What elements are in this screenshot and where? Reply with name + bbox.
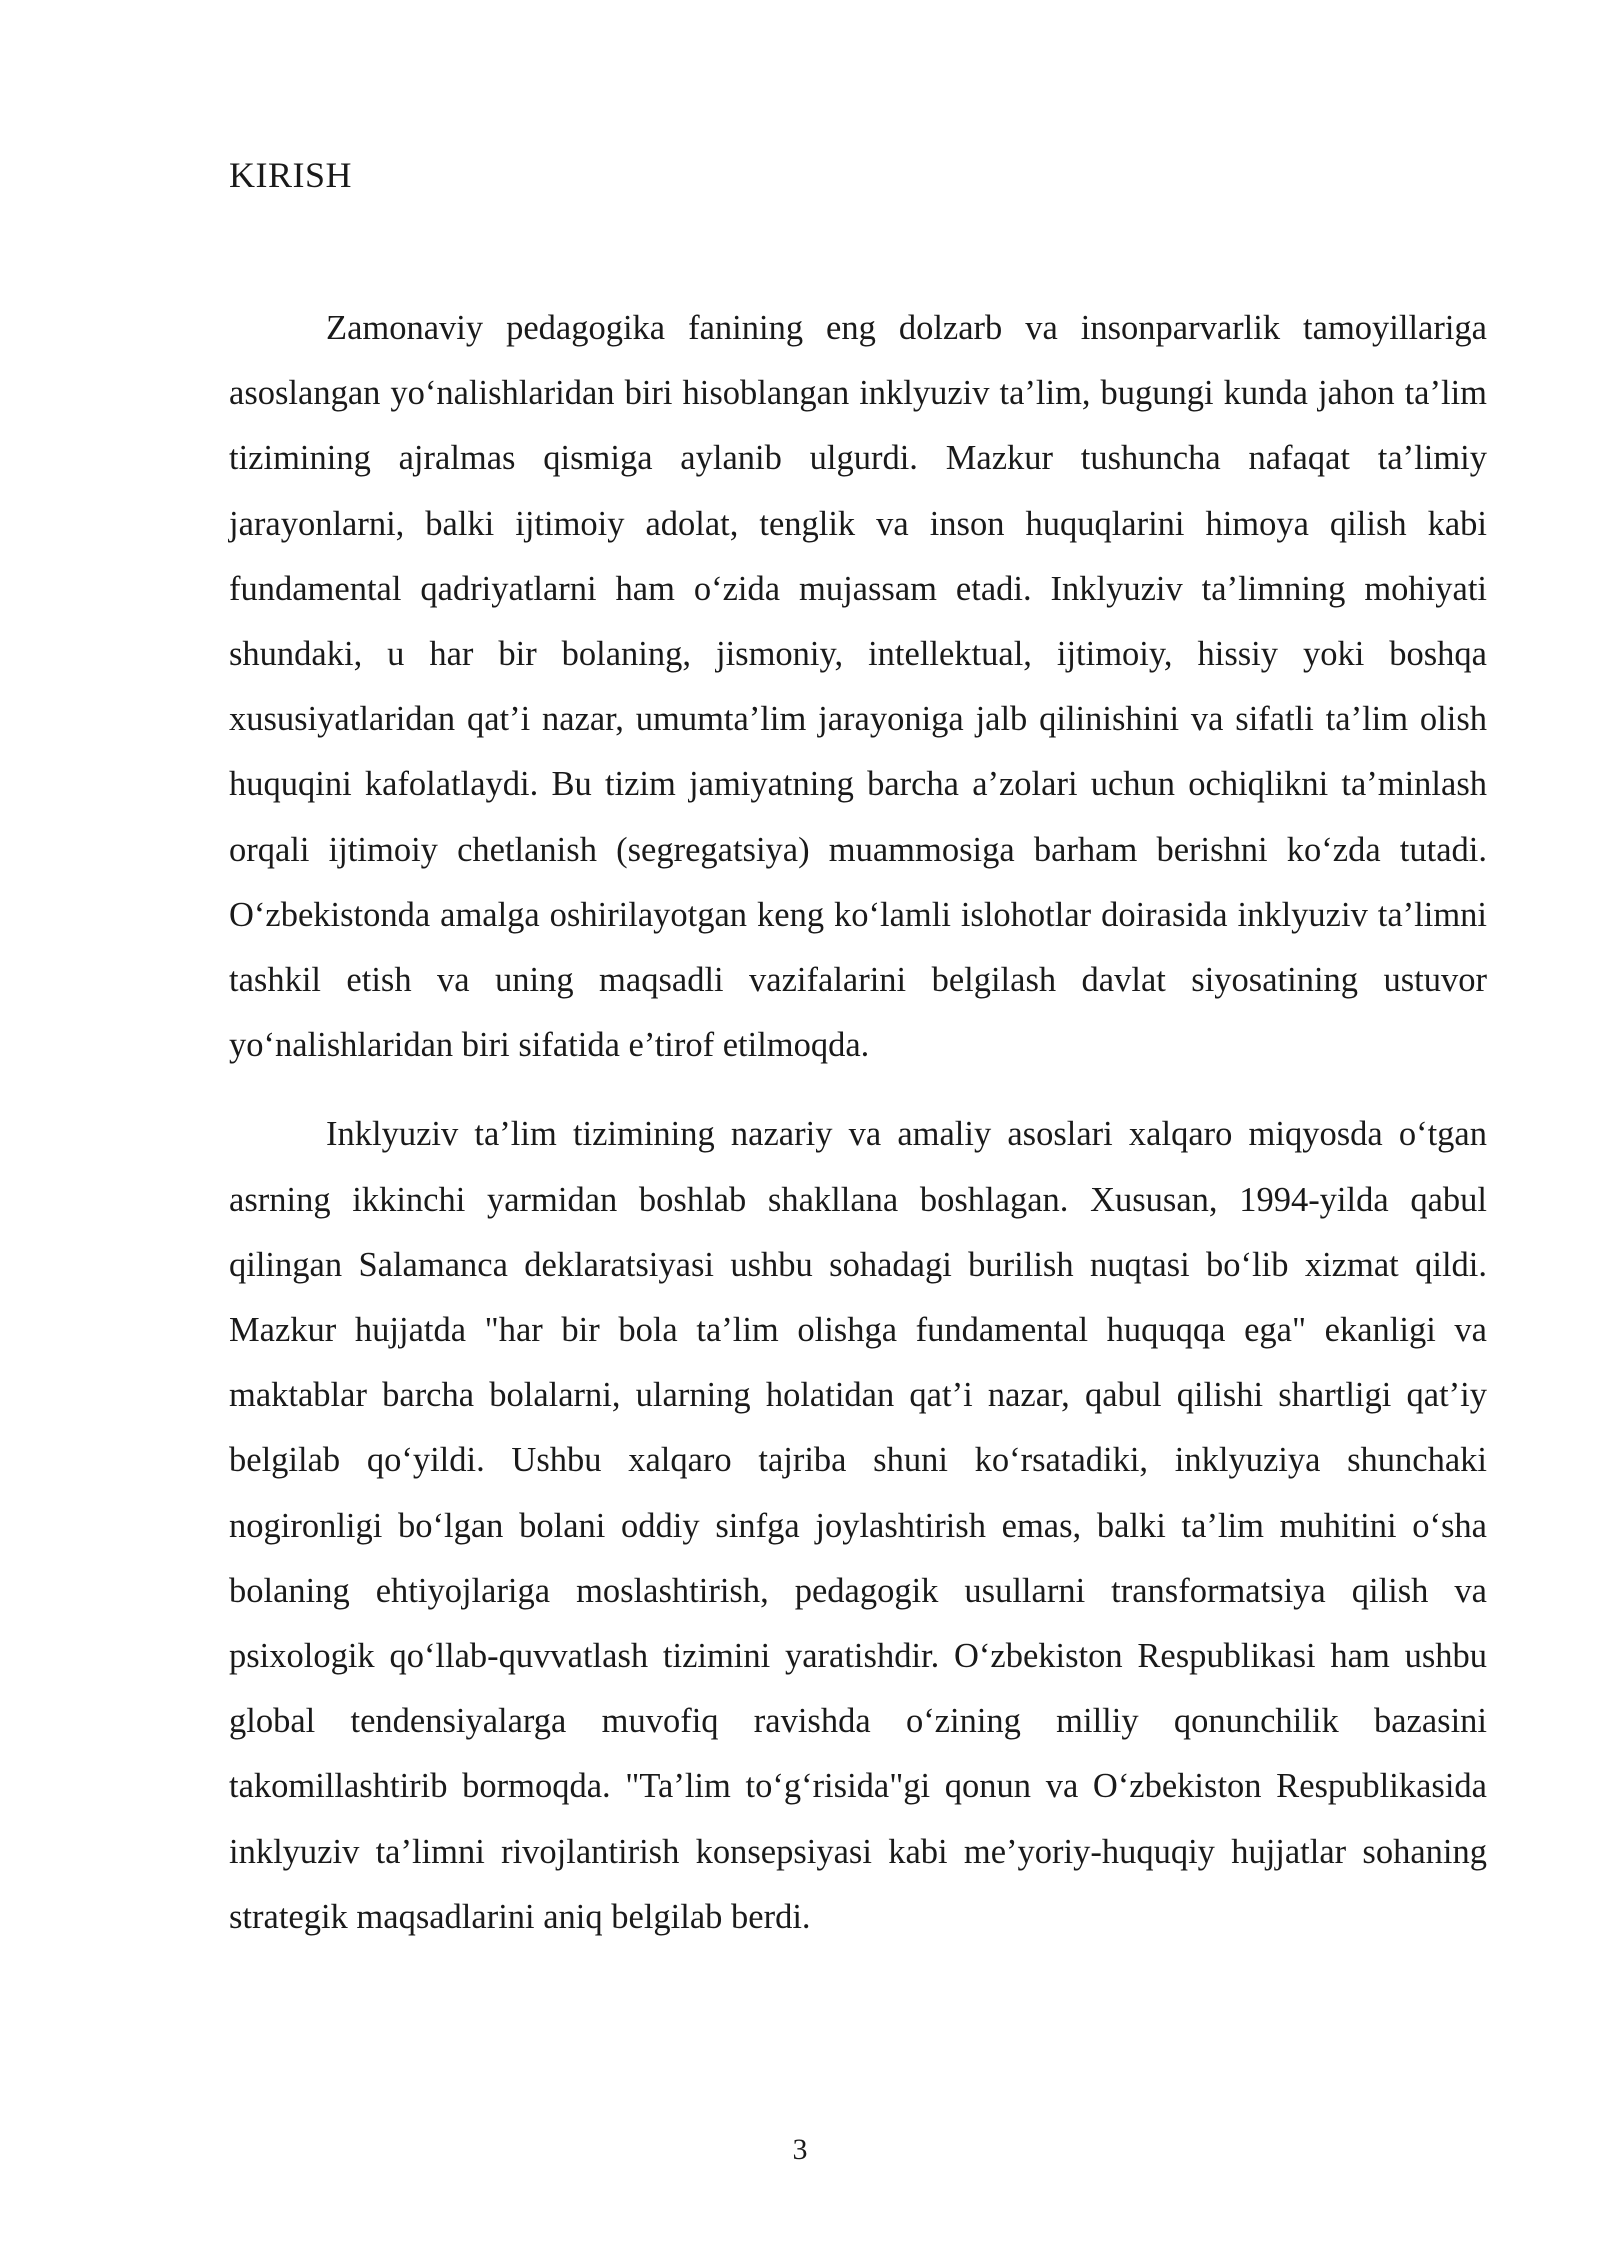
body-text xyxy=(229,296,1487,1950)
paragraph-intro: Zamonaviy pedagogika fanining eng dolzarb va insonparvarlik tamoyillariga asoslangan yo‘nalishlaridan biri hisoblangan inklyuziv ta’lim, bugungi kunda jahon ta’lim tizimining ajralmas qismiga aylanib ulgurdi. Mazkur tushuncha nafaqat ta’limiy jarayonlarni, balki ijtimoiy adolat, tenglik va inson huquqlarini himoya qilish kabi fundamental qadriyatlarni ham o‘zida mujassam etadi. Inklyuziv ta’limning mohiyati shundaki, u har bir bolaning, jismoniy, intellektual, ijtimoiy, hissiy yoki boshqa xususiyatlaridan qat’i nazar, umumta’lim jarayoniga jalb qilinishini va sifatli ta’lim olish huquqini kafolatlaydi. Bu tizim jamiyatning barcha a’zolari uchun ochiqlikni ta’minlash orqali ijtimoiy chetlanish (segregatsiya) muammosiga barham berishni ko‘zda tutadi. O‘zbekistonda amalga oshirilayotgan keng ko‘lamli islohotlar doirasida inklyuziv ta’limni tashkil etish va uning maqsadli vazifalarini belgilash davlat siyosatining ustuvor yo‘nalishlaridan biri sifatida e’tirof etilmoqda. xyxy=(229,309,1487,1065)
paragraph-foundations: Inklyuziv ta’lim tizimining nazariy va amaliy asoslari xalqaro miqyosda o‘tgan asrning ikkinchi yarmidan boshlab shakllana boshlagan. Xususan, 1994-yilda qabul qilingan Salamanca deklaratsiyasi ushbu sohadagi burilish nuqtasi bo‘lib xizmat qildi. Mazkur hujjatda "har bir bola ta’lim olishga fundamental huquqqa ega" ekanligi va maktablar barcha bolalarni, ularning holatidan qat’i nazar, qabul qilishi shartligi qat’iy belgilab qo‘yildi. Ushbu xalqaro tajriba shuni ko‘rsatadiki, inklyuziya shunchaki nogironligi bo‘lgan bolani oddiy sinfga joylashtirish emas, balki ta’lim muhitini o‘sha bolaning ehtiyojlariga moslashtirish, pedagogik usullarni transformatsiya qilish va psixologik qo‘llab-quvvatlash tizimini yaratishdir. O‘zbekiston Respublikasi ham ushbu global tendensiyalarga muvofiq ravishda o‘zining milliy qonunchilik bazasini takomillashtirib bormoqda. "Ta’lim to‘g‘risida"gi qonun va O‘zbekiston Respublikasida inklyuziv ta’limni rivojlantirish konsepsiyasi kabi me’yoriy-huquqiy hujjatlar sohaning strategik maqsadlarini aniq belgilab berdi. xyxy=(229,1115,1487,1936)
section-heading: KIRISH xyxy=(229,155,353,195)
page-number: 3 xyxy=(792,2133,808,2166)
